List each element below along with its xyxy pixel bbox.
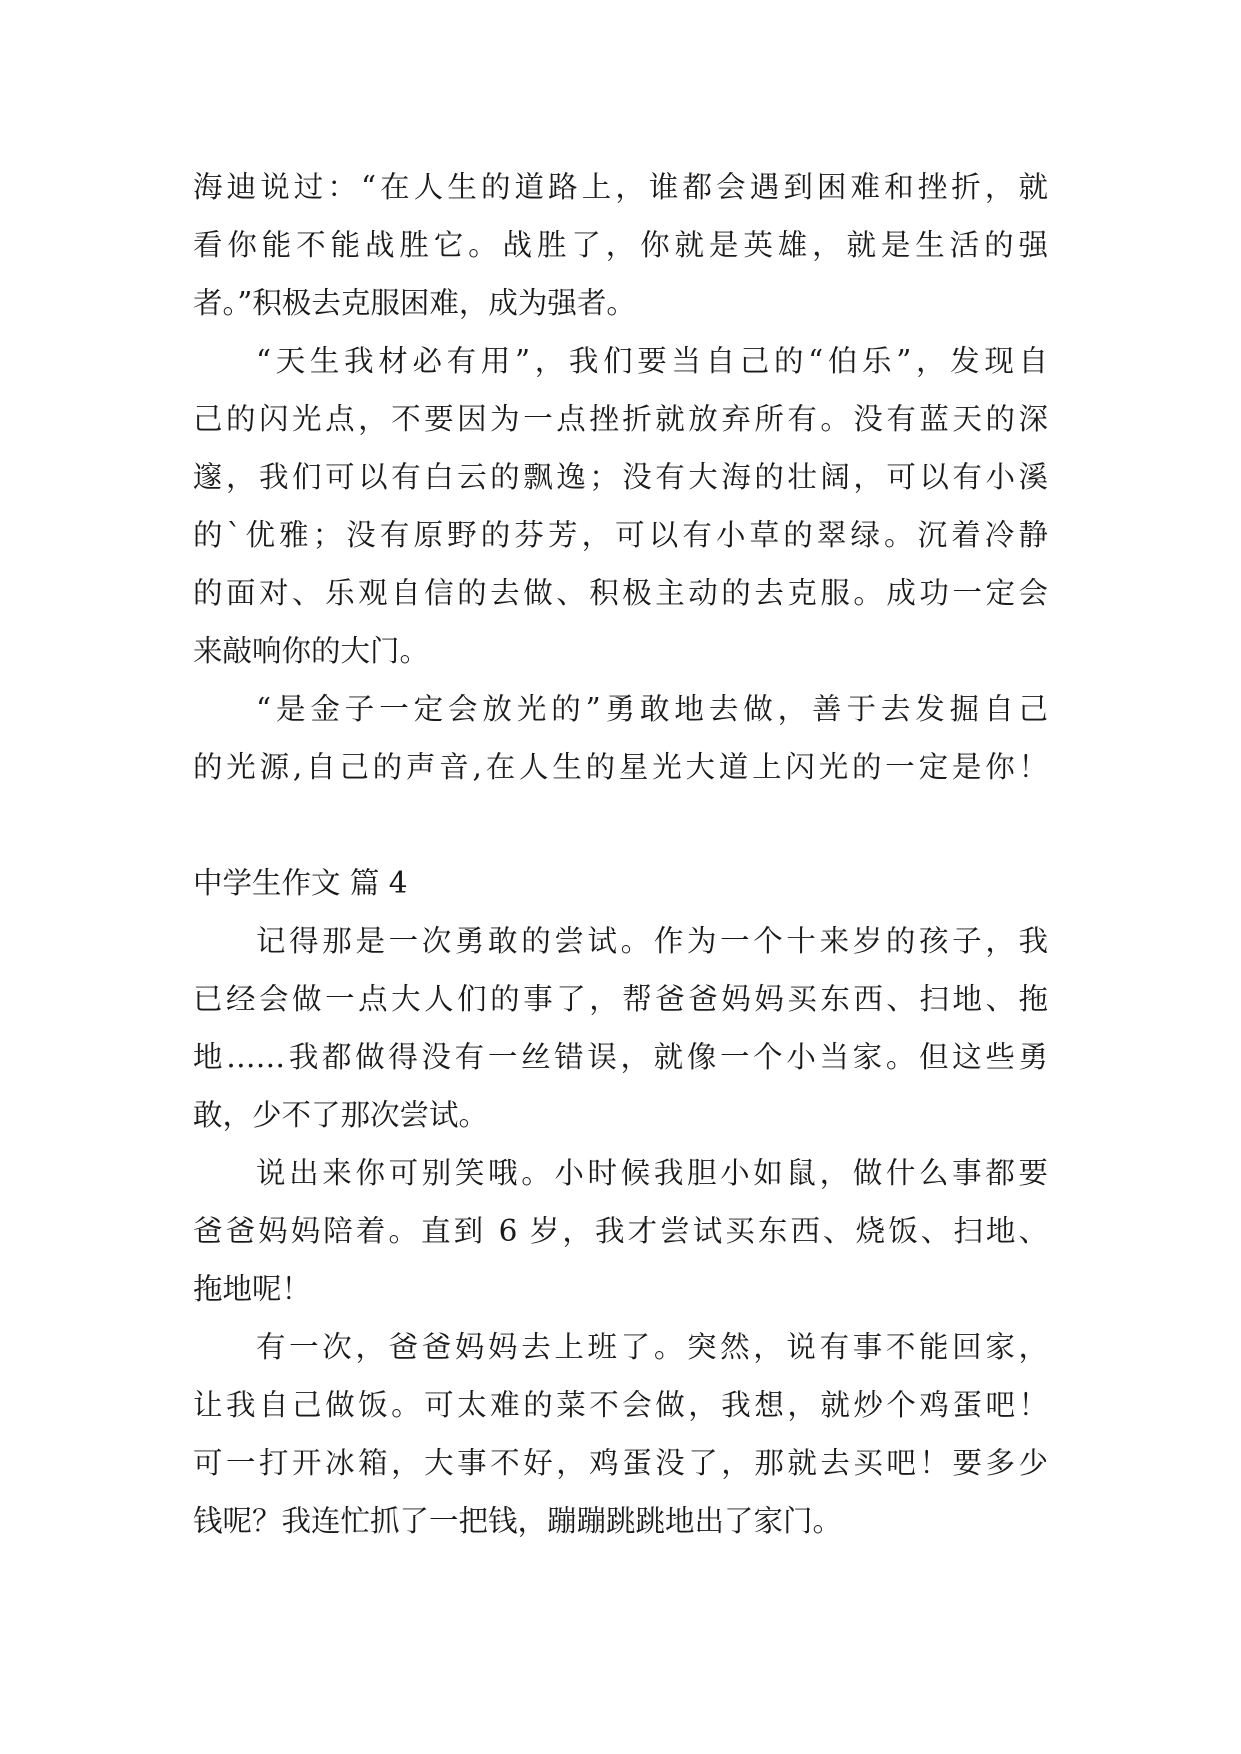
- essay-heading: 中学生作文 篇 4: [193, 866, 408, 900]
- paragraph-line: 的光源,自己的声音,在人生的星光大道上闪光的一定是你！: [193, 750, 1048, 784]
- paragraph-line: 敢，少不了那次尝试。: [193, 1098, 489, 1132]
- paragraph-line: 地……我都做得没有一丝错误，就像一个小当家。但这些勇: [193, 1040, 1048, 1074]
- paragraph-line: 者。”积极去克服困难，成为强者。: [193, 286, 636, 320]
- paragraph-line: 可一打开冰箱，大事不好，鸡蛋没了，那就去买吧！要多少: [193, 1446, 1048, 1480]
- paragraph-line: 看你能不能战胜它。战胜了，你就是英雄，就是生活的强: [193, 228, 1048, 262]
- paragraph-line: 让我自己做饭。可太难的菜不会做，我想，就炒个鸡蛋吧！: [193, 1388, 1048, 1422]
- paragraph-line: “天生我材必有用”，我们要当自己的“伯乐”，发现自: [256, 344, 1048, 378]
- paragraph-line: 邃，我们可以有白云的飘逸；没有大海的壮阔，可以有小溪: [193, 460, 1048, 494]
- paragraph-line: 的面对、乐观自信的去做、积极主动的去克服。成功一定会: [193, 576, 1048, 610]
- paragraph-line: 有一次，爸爸妈妈去上班了。突然，说有事不能回家，: [256, 1330, 1048, 1364]
- paragraph-line: 爸爸妈妈陪着。直到 6 岁，我才尝试买东西、烧饭、扫地、: [193, 1214, 1048, 1248]
- paragraph-line: 拖地呢！: [193, 1272, 312, 1306]
- paragraph-line: 已经会做一点大人们的事了，帮爸爸妈妈买东西、扫地、拖: [193, 982, 1048, 1016]
- paragraph-line: 说出来你可别笑哦。小时候我胆小如鼠，做什么事都要: [256, 1156, 1048, 1190]
- paragraph-line: 己的闪光点，不要因为一点挫折就放弃所有。没有蓝天的深: [193, 402, 1048, 436]
- paragraph-line: 钱呢？我连忙抓了一把钱，蹦蹦跳跳地出了家门。: [193, 1504, 843, 1538]
- paragraph-line: 来敲响你的大门。: [193, 634, 430, 668]
- paragraph-line: 的`优雅；没有原野的芬芳，可以有小草的翠绿。沉着冷静: [193, 518, 1048, 552]
- paragraph-line: 海迪说过：“在人生的道路上，谁都会遇到困难和挫折，就: [193, 170, 1048, 204]
- paragraph-line: “是金子一定会放光的”勇敢地去做，善于去发掘自己: [256, 692, 1048, 726]
- paragraph-line: 记得那是一次勇敢的尝试。作为一个十来岁的孩子，我: [256, 924, 1048, 958]
